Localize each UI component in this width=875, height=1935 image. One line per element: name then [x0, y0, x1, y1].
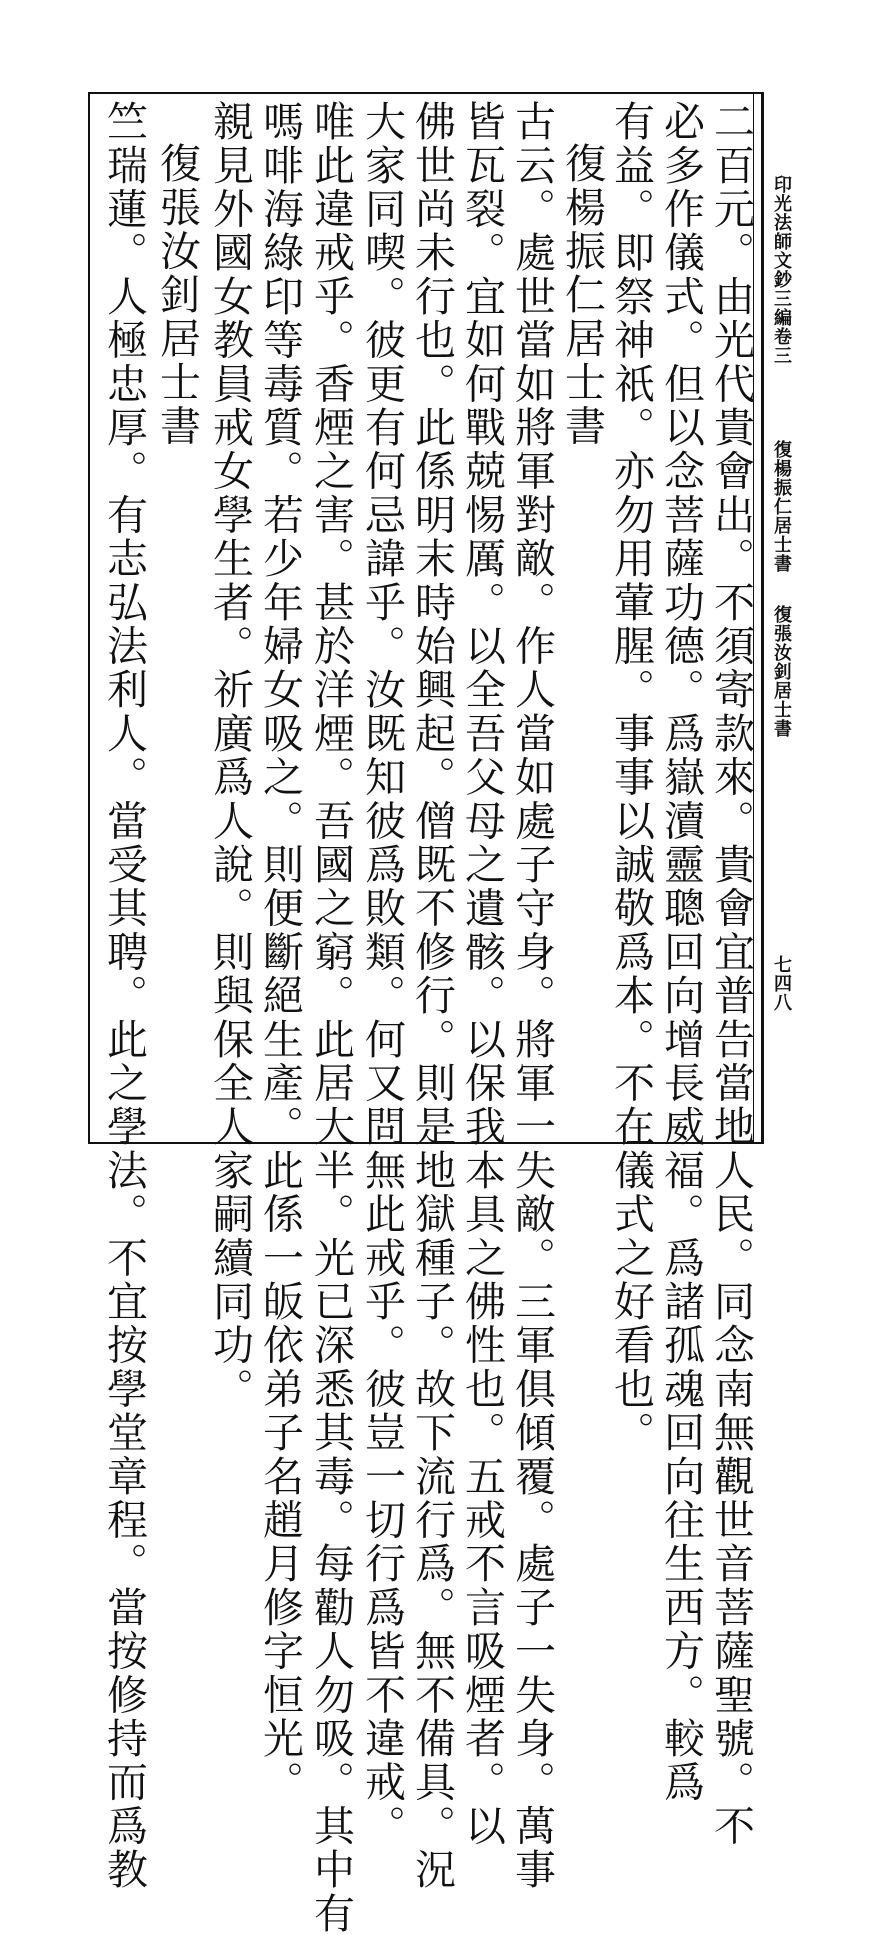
text-column-13: 竺瑞蓮。人極忠厚。有志弘法利人。當受其聘。此之學法。不宜按學堂章程。當按修持而爲教 [100, 100, 148, 1892]
book-title: 印光法師文鈔三編卷三 [771, 175, 792, 365]
frame-top [88, 92, 764, 94]
text-column-5: 古云。處世當如將軍對敵。作人當如處子守身。將軍一失敵。三軍俱傾覆。處子一失身。萬事 [508, 100, 556, 1892]
text-column-1: 二百元。由光代貴會出。不須寄款來。貴會宜普告當地人民。同念南無觀世音菩薩聖號。不 [707, 100, 755, 1848]
text-column-6: 皆瓦裂。宜如何戰兢惕厲。以全吾父母之遺骸。以保我本具之佛性也。五戒不言吸煙者。以 [458, 100, 506, 1848]
text-column-10: 嗎啡海綠印等毒質。若少年婦女吸之。則便斷絕生產。此係一皈依弟子名趙月修字恒光。 [256, 100, 304, 1805]
section-title-2: 復張汝釗居士書 [771, 605, 792, 738]
letter-heading-1: 復楊振仁居士書 [558, 142, 606, 448]
page-number: 七四八 [771, 955, 792, 1012]
text-column-11: 親見外國女教員戒女學生者。祈廣爲人說。則與保全人家嗣續同功。 [206, 100, 254, 1411]
text-column-8: 大家同喫。彼更有何忌諱乎。汝既知彼爲敗類。何又問無此戒乎。彼豈一切行爲皆不違戒。 [358, 100, 406, 1848]
letter-heading-2: 復張汝釗居士書 [153, 142, 201, 448]
frame-right-outer [761, 92, 764, 1144]
text-column-2: 必多作儀式。但以念菩薩功德。爲嶽瀆靈聰回向增長威福。爲諸孤魂回向往生西方。較爲 [657, 100, 705, 1805]
text-column-7: 佛世尚未行也。此係明末時始興起。僧既不修行。則是地獄種子。故下流行爲。無不備具。況 [408, 100, 456, 1892]
frame-left [88, 92, 90, 1144]
text-column-9: 唯此違戒乎。香煙之害。甚於洋煙。吾國之窮。此居大半。光已深悉其毒。每勸人勿吸。其中有 [307, 100, 355, 1935]
section-title-1: 復楊振仁居士書 [771, 440, 792, 573]
text-column-3: 有益。即祭神祇。亦勿用葷腥。事事以誠敬爲本。不在儀式之好看也。 [607, 100, 655, 1455]
